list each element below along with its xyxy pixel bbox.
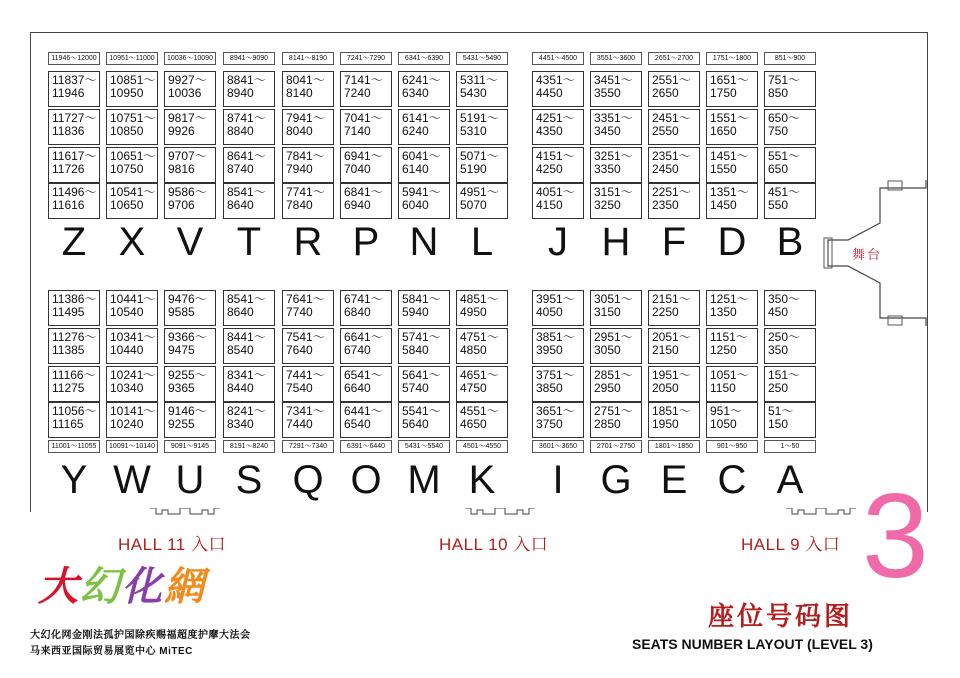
row-letter: T (236, 220, 262, 264)
seat-range-header: 1751～1800 (706, 52, 758, 65)
seat-range-cell: 3751～ 3850 (532, 366, 584, 402)
seat-range-cell: 7541～ 7640 (282, 328, 334, 364)
seat-range-cell: 5311～ 5430 (456, 71, 508, 107)
seat-range-footer: 1801～1850 (648, 440, 700, 453)
seat-range-header: 3551～3600 (590, 52, 642, 65)
row-letter: Z (61, 220, 87, 264)
seat-range-cell: 3651～ 3750 (532, 402, 584, 438)
seat-range-cell: 4551～ 4650 (456, 402, 508, 438)
seat-range-cell: 3951～ 4050 (532, 290, 584, 326)
center-aisle (511, 44, 529, 504)
seat-range-footer: 4501～4550 (456, 440, 508, 453)
seat-range-cell: 2351～ 2450 (648, 147, 700, 183)
row-letter: M (407, 458, 441, 502)
entrance-hall-9: HALL 9 入口 (741, 535, 841, 554)
seat-range-header: 5431～5490 (456, 52, 508, 65)
seat-range-cell: 250～ 350 (764, 328, 816, 364)
seat-range-cell: 2951～ 3050 (590, 328, 642, 364)
seat-range-cell: 8741～ 8840 (223, 109, 275, 145)
seat-range-cell: 11276～ 11385 (48, 328, 100, 364)
seat-range-cell: 8341～ 8440 (223, 366, 275, 402)
seat-range-footer: 7291～7340 (282, 440, 334, 453)
seat-range-header: 10951～11000 (106, 52, 158, 65)
row-letter: S (235, 458, 263, 502)
seat-range-header: 10036～10090 (164, 52, 216, 65)
row-letter: F (661, 220, 687, 264)
seat-range-cell: 11056～ 11165 (48, 402, 100, 438)
seat-range-cell: 2451～ 2550 (648, 109, 700, 145)
seat-range-cell: 9707～ 9816 (164, 147, 216, 183)
seat-range-header: 6341～6390 (398, 52, 450, 65)
seat-range-cell: 51～ 150 (764, 402, 816, 438)
entrance-notch-hall-11 (150, 508, 220, 518)
seat-range-footer: 901～950 (706, 440, 758, 453)
seat-range-cell: 1351～ 1450 (706, 183, 758, 219)
entrance-notch-hall-10 (465, 508, 535, 518)
seat-range-header: 2651～2700 (648, 52, 700, 65)
seat-range-cell: 10851～ 10950 (106, 71, 158, 107)
seat-range-cell: 10341～ 10440 (106, 328, 158, 364)
row-letter: W (113, 458, 151, 502)
seat-range-cell: 3351～ 3450 (590, 109, 642, 145)
seat-range-cell: 1051～ 1150 (706, 366, 758, 402)
seat-range-cell: 11617～ 11726 (48, 147, 100, 183)
seat-range-cell: 1251～ 1350 (706, 290, 758, 326)
seat-range-cell: 5191～ 5310 (456, 109, 508, 145)
seat-range-cell: 3151～ 3250 (590, 183, 642, 219)
seat-range-cell: 5071～ 5190 (456, 147, 508, 183)
row-letter: Y (60, 458, 88, 502)
seat-range-cell: 9817～ 9926 (164, 109, 216, 145)
seat-range-cell: 951～ 1050 (706, 402, 758, 438)
seat-range-cell: 8041～ 8140 (282, 71, 334, 107)
seat-range-cell: 4351～ 4450 (532, 71, 584, 107)
level-number: 3 (862, 469, 929, 603)
seat-range-footer: 1～50 (764, 440, 816, 453)
seat-range-cell: 4951～ 5070 (456, 183, 508, 219)
seat-range-header: 11946～12000 (48, 52, 100, 65)
logo-character: 網 (164, 563, 206, 610)
seat-range-cell: 7941～ 8040 (282, 109, 334, 145)
seat-range-cell: 5541～ 5640 (398, 402, 450, 438)
seat-range-cell: 11727～ 11836 (48, 109, 100, 145)
seat-range-cell: 7441～ 7540 (282, 366, 334, 402)
seat-range-cell: 10241～ 10340 (106, 366, 158, 402)
row-letter: A (776, 458, 804, 502)
seat-range-cell: 11496～ 11616 (48, 183, 100, 219)
seat-range-cell: 4251～ 4350 (532, 109, 584, 145)
seat-range-cell: 5641～ 5740 (398, 366, 450, 402)
seat-range-cell: 5841～ 5940 (398, 290, 450, 326)
row-letter: O (350, 458, 382, 502)
seat-range-header: 851～900 (764, 52, 816, 65)
row-letter: E (660, 458, 688, 502)
row-letter: I (552, 458, 564, 502)
seat-range-cell: 3851～ 3950 (532, 328, 584, 364)
seat-range-cell: 6441～ 6540 (340, 402, 392, 438)
seat-range-cell: 151～ 250 (764, 366, 816, 402)
seat-range-cell: 8541～ 8640 (223, 290, 275, 326)
seat-range-cell: 4651～ 4750 (456, 366, 508, 402)
seat-range-cell: 3451～ 3550 (590, 71, 642, 107)
seat-range-footer: 5431～5540 (398, 440, 450, 453)
seat-range-cell: 451～ 550 (764, 183, 816, 219)
seat-range-footer: 9091～9145 (164, 440, 216, 453)
seat-range-cell: 5941～ 6040 (398, 183, 450, 219)
seat-range-cell: 7041～ 7140 (340, 109, 392, 145)
seat-range-cell: 9146～ 9255 (164, 402, 216, 438)
seat-range-cell: 8241～ 8340 (223, 402, 275, 438)
seat-range-cell: 2251～ 2350 (648, 183, 700, 219)
seat-range-header: 7241～7290 (340, 52, 392, 65)
logo-character: 幻 (80, 563, 122, 610)
row-letter: C (717, 458, 747, 502)
seat-range-cell: 10441～ 10540 (106, 290, 158, 326)
seat-range-cell: 11837～ 11946 (48, 71, 100, 107)
seat-range-cell: 7841～ 7940 (282, 147, 334, 183)
seat-range-cell: 6841～ 6940 (340, 183, 392, 219)
row-letter: R (293, 220, 323, 264)
seat-range-cell: 11166～ 11275 (48, 366, 100, 402)
seat-range-footer: 11001～11055 (48, 440, 100, 453)
seat-range-cell: 4051～ 4150 (532, 183, 584, 219)
seat-range-cell: 11386～ 11495 (48, 290, 100, 326)
row-letter: X (118, 220, 146, 264)
seat-range-cell: 10141～ 10240 (106, 402, 158, 438)
seat-range-cell: 6141～ 6240 (398, 109, 450, 145)
seat-range-footer: 6391～6440 (340, 440, 392, 453)
seat-range-cell: 9255～ 9365 (164, 366, 216, 402)
seat-range-header: 8141～8190 (282, 52, 334, 65)
seat-range-cell: 7741～ 7840 (282, 183, 334, 219)
seat-range-cell: 2751～ 2850 (590, 402, 642, 438)
seat-range-cell: 6741～ 6840 (340, 290, 392, 326)
seat-range-cell: 1151～ 1250 (706, 328, 758, 364)
seat-range-cell: 3251～ 3350 (590, 147, 642, 183)
row-letter: G (600, 458, 632, 502)
seat-range-cell: 7341～ 7440 (282, 402, 334, 438)
row-letter: Q (292, 458, 324, 502)
seat-range-cell: 8441～ 8540 (223, 328, 275, 364)
entrance-notch-hall-9 (786, 508, 856, 518)
seat-range-cell: 4151～ 4250 (532, 147, 584, 183)
seat-range-cell: 9366～ 9475 (164, 328, 216, 364)
seat-range-footer: 8191～8240 (223, 440, 275, 453)
seat-range-cell: 9586～ 9706 (164, 183, 216, 219)
seat-range-cell: 6941～ 7040 (340, 147, 392, 183)
title-english: SEATS NUMBER LAYOUT (LEVEL 3) (632, 636, 873, 652)
seat-range-footer: 10091～10140 (106, 440, 158, 453)
seat-range-footer: 2701～2750 (590, 440, 642, 453)
seat-range-cell: 1551～ 1650 (706, 109, 758, 145)
seat-range-cell: 3051～ 3150 (590, 290, 642, 326)
seat-range-header: 8941～9090 (223, 52, 275, 65)
seat-range-cell: 8841～ 8940 (223, 71, 275, 107)
seat-range-cell: 7141～ 7240 (340, 71, 392, 107)
row-letter: K (468, 458, 496, 502)
seat-range-cell: 6241～ 6340 (398, 71, 450, 107)
seat-range-cell: 8641～ 8740 (223, 147, 275, 183)
row-letter: P (352, 220, 380, 264)
seat-range-cell: 1451～ 1550 (706, 147, 758, 183)
seat-range-cell: 4851～ 4950 (456, 290, 508, 326)
logo-character: 大 (38, 563, 80, 610)
seat-range-footer: 3601～3650 (532, 440, 584, 453)
footer-line-2: 马来西亚国际贸易展览中心 MiTEC (30, 646, 193, 657)
seat-range-cell: 2151～ 2250 (648, 290, 700, 326)
row-letter: B (776, 220, 804, 264)
seat-range-cell: 6041～ 6140 (398, 147, 450, 183)
seat-range-cell: 6541～ 6640 (340, 366, 392, 402)
seat-range-cell: 5741～ 5840 (398, 328, 450, 364)
title-chinese: 座位号码图 (708, 602, 854, 632)
row-letter: J (548, 220, 568, 264)
logo-character: 化 (122, 563, 164, 610)
seat-range-cell: 4751～ 4850 (456, 328, 508, 364)
seat-range-cell: 350～ 450 (764, 290, 816, 326)
logo (38, 564, 206, 610)
stage-label: 舞台 (852, 247, 883, 262)
seat-range-cell: 10541～ 10650 (106, 183, 158, 219)
seat-range-cell: 9476～ 9585 (164, 290, 216, 326)
seat-range-cell: 10751～ 10850 (106, 109, 158, 145)
seat-range-cell: 551～ 650 (764, 147, 816, 183)
seat-range-cell: 10651～ 10750 (106, 147, 158, 183)
seat-range-cell: 1951～ 2050 (648, 366, 700, 402)
seat-range-cell: 8541～ 8640 (223, 183, 275, 219)
seat-range-cell: 6641～ 6740 (340, 328, 392, 364)
row-letter: L (470, 220, 494, 264)
seat-range-cell: 2851～ 2950 (590, 366, 642, 402)
row-letter: V (176, 220, 204, 264)
seat-range-cell: 650～ 750 (764, 109, 816, 145)
entrance-hall-10: HALL 10 入口 (439, 535, 549, 554)
seat-range-cell: 9927～ 10036 (164, 71, 216, 107)
seat-range-header: 4451～4500 (532, 52, 584, 65)
row-letter: H (601, 220, 631, 264)
seat-range-cell: 2551～ 2650 (648, 71, 700, 107)
seat-range-cell: 1651～ 1750 (706, 71, 758, 107)
footer-line-1: 大幻化网金刚法孤护国除疾赐福超度护摩大法会 (30, 630, 251, 641)
entrance-hall-11: HALL 11 入口 (118, 535, 226, 554)
seat-range-cell: 751～ 850 (764, 71, 816, 107)
row-letter: U (175, 458, 205, 502)
seat-range-cell: 2051～ 2150 (648, 328, 700, 364)
row-letter: D (717, 220, 747, 264)
row-letter: N (409, 220, 439, 264)
seat-range-cell: 7641～ 7740 (282, 290, 334, 326)
seat-range-cell: 1851～ 1950 (648, 402, 700, 438)
